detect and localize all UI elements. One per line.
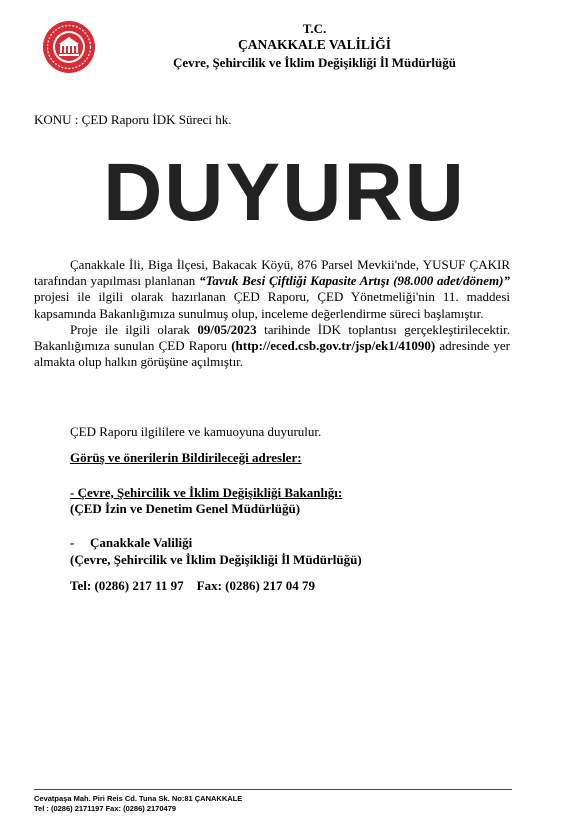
header-governorship: ÇANAKKALE VALİLİĞİ — [238, 37, 391, 52]
governorship-dash: - — [70, 535, 75, 550]
governorship-name: Çanakkale Valiliği — [90, 535, 193, 550]
project-name: “Tavuk Besi Çiftliği Kapasite Artışı (98.000 adet/dönem)” — [199, 273, 510, 289]
subject-line: KONU : ÇED Raporu İDK Süreci hk. — [34, 112, 232, 127]
announcement-body — [34, 257, 510, 370]
footer-divider — [34, 789, 512, 790]
footer-address: Cevatpaşa Mah. Piri Reis Cd. Tuna Sk. No:81 ÇANAKKALE — [34, 794, 243, 803]
paragraph-project: Çanakkale İli, Biga İlçesi, Bakacak Köyü, 876 Parsel Mevkii'nde, YUSUF ÇAKIR tarafından yapılması planlanan “Tavuk Besi Çiftliği Kapasite Artışı (98.000 adet/dönem)” projesi ile ilgili olarak hazırlanan ÇED Raporu, ÇED Yönetmeliği'nin 11. maddesi kapsamında Bakanlığımıza sunulmuş olup, inceleme değerlendirme süreci başlamıştır. — [34, 257, 510, 321]
report-url[interactable]: (http://eced.csb.gov.tr/jsp/ek1/41090) — [231, 338, 436, 354]
paragraph-meeting: Proje ile ilgili olarak 09/05/2023 tarihinde İDK toplantısı gerçekleştirilecektir. Bakanlığımıza sunulan ÇED Raporu (http://eced.csb.gov.tr/jsp/ek1/41090) adresinde yer almakta olup halkın görüşüne açılmıştır. — [34, 321, 510, 370]
header-directorate: Çevre, Şehircilik ve İklim Değişikliği İl Müdürlüğü — [172, 55, 457, 70]
header-line-tc: T.C. — [302, 21, 327, 36]
contact-info: Tel: (0286) 217 11 97 Fax: (0286) 217 04 79 — [70, 578, 316, 593]
paragraph-announcement: ÇED Raporu ilgililere ve kamuoyuna duyurulur. — [70, 424, 322, 439]
meeting-date: 09/05/2023 — [197, 321, 257, 337]
ministry-department: (ÇED İzin ve Denetim Genel Müdürlüğü) — [70, 501, 301, 516]
footer-phone: Tel : (0286) 2171197 Fax: (0286) 2170479 — [34, 804, 177, 813]
addresses-heading: Görüş ve önerilerin Bildirileceği adresler: — [70, 450, 302, 465]
announcement-title: DUYURU — [103, 147, 466, 238]
ministry-name: - Çevre, Şehircilik ve İklim Değişikliği Bakanlığı: — [70, 485, 343, 500]
governorship-department: (Çevre, Şehircilik ve İklim Değişikliği İl Müdürlüğü) — [70, 552, 362, 567]
